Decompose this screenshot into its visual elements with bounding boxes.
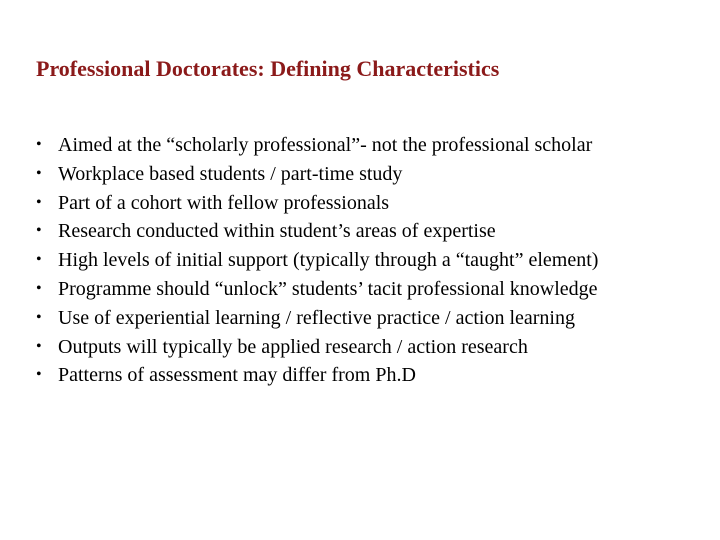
bullet-item	[36, 275, 598, 304]
bullet-text: Programme should “unlock” students’ tacit professional knowledge	[58, 277, 598, 300]
bullet-text: High levels of initial support (typically through a “taught” element)	[58, 249, 599, 272]
bullet-item	[36, 189, 598, 218]
bullet-icon: •	[36, 251, 42, 269]
bullet-text: Patterns of assessment may differ from Ph.D	[58, 364, 416, 387]
bullet-icon: •	[36, 222, 42, 240]
slide-title: Professional Doctorates: Defining Characteristics	[36, 56, 500, 81]
bullet-item	[36, 333, 598, 362]
bullet-icon: •	[36, 193, 42, 211]
bullet-text: Use of experiential learning / reflective practice / action learning	[58, 306, 575, 329]
bullet-item	[36, 160, 598, 189]
bullet-text: Workplace based students / part-time study	[58, 162, 403, 185]
bullet-icon: •	[36, 279, 42, 297]
bullet-text: Part of a cohort with fellow professionals	[58, 191, 390, 214]
bullet-text: Research conducted within student’s areas of expertise	[58, 220, 496, 243]
bullet-text: Aimed at the “scholarly professional”- not the professional scholar	[58, 134, 593, 156]
bullet-icon: •	[36, 337, 42, 355]
bullet-item	[36, 131, 598, 160]
bullet-item	[36, 217, 598, 246]
bullet-list	[36, 131, 598, 390]
bullet-icon: •	[36, 136, 42, 153]
bullet-icon: •	[36, 164, 42, 182]
bullet-item	[36, 246, 598, 275]
bullet-icon: •	[36, 308, 42, 326]
bullet-text: Outputs will typically be applied research / action research	[58, 335, 528, 358]
bullet-item	[36, 361, 598, 390]
bullet-item	[36, 304, 598, 333]
bullet-icon: •	[36, 366, 42, 384]
